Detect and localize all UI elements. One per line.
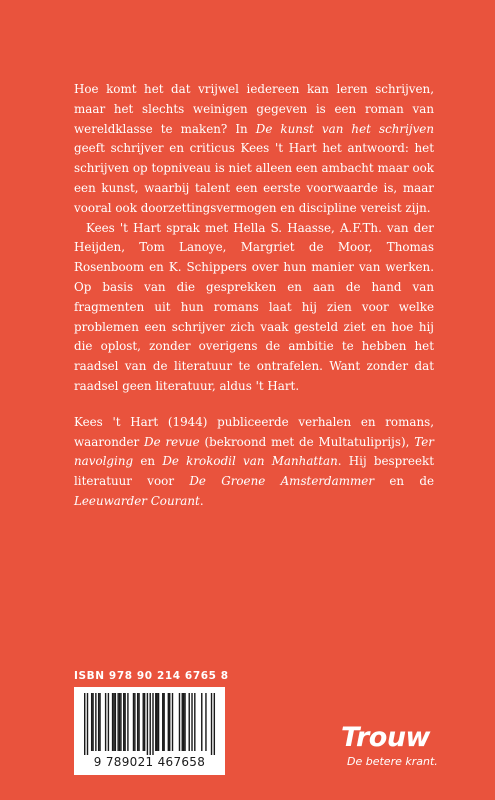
- barcode-bar: [147, 693, 148, 755]
- barcode-bar: [163, 693, 164, 751]
- isbn-label: ISBN 978 90 214 6765 8: [74, 670, 229, 682]
- barcode-bar: [168, 693, 169, 751]
- blurb-paragraph-interviews: Kees 't Hart sprak met Hella S. Haasse, A.F.Th. van der Heijden, Tom Lanoye, Margriet de Moor, Thomas Rosenboom en K. Schippers over hun manier van werken. Op basis van die gesprekken en aan de hand van fragmenten uit hun romans laat hij zien voor welke problemen een schrijver zich vaak gesteld ziet en hoe hij die oplost, zonder overigens de ambitie te hebben het raadsel van de literatuur te ontrafelen. Want zonder dat raadsel geen literatuur, aldus 't Hart.: [74, 220, 434, 393]
- bio-text: (bekroond met de Multatuliprijs),: [199, 434, 415, 449]
- barcode-bar: [184, 693, 185, 751]
- blurb-text: geeft schrijver en criticus Kees 't Hart het antwoord: het schrijven op topniveau is niet alleen een ambacht maar ook een kunst, waarbij talent een eerste voorwaarde is, maar vooral ook doorzettingsvermogen en discipline vereist zijn.: [74, 141, 434, 215]
- work-title: De revue: [144, 434, 200, 449]
- barcode-bar: [144, 693, 145, 751]
- barcode-bar: [91, 693, 92, 751]
- barcode-bar: [115, 693, 116, 751]
- barcode-bar: [172, 693, 173, 751]
- barcode-bar: [119, 693, 120, 751]
- logo-wordmark: Trouw: [341, 722, 430, 753]
- blurb-text: Hoe komt het dat vrijwel iedereen kan leren schrijven, maar het slechts weinigen gegeven is een roman van wereldklasse te maken? In: [74, 82, 434, 136]
- work-title: Ter navolging: [74, 434, 434, 469]
- barcode-bar: [134, 693, 135, 751]
- barcode-bar: [201, 693, 202, 751]
- barcode-digits: 9 789021 467658: [93, 755, 206, 769]
- barcode-bar: [113, 693, 114, 751]
- barcode-bar: [117, 693, 118, 751]
- barcode-bar: [205, 693, 206, 751]
- barcode-bar: [112, 693, 113, 751]
- barcode-bar: [183, 693, 184, 751]
- barcode-bar: [158, 693, 159, 751]
- barcode-bar: [179, 693, 180, 751]
- bio-text: en: [133, 454, 163, 469]
- back-cover-blurb: [74, 80, 434, 512]
- barcode-bar: [169, 693, 170, 751]
- barcode-bar: [98, 693, 99, 751]
- work-title: De krokodil van Manhattan: [162, 454, 338, 469]
- barcode-bar: [105, 693, 106, 751]
- book-title: De kunst van het schrijven: [255, 121, 434, 136]
- barcode-bar: [191, 693, 192, 751]
- barcode-bar: [123, 693, 124, 751]
- logo-tagline: De betere krant.: [347, 755, 438, 768]
- barcode-bar: [137, 693, 138, 751]
- barcode-bar: [189, 693, 190, 751]
- barcode: [74, 687, 225, 775]
- barcode-bar: [194, 693, 195, 751]
- barcode-bar: [155, 693, 156, 751]
- bio-text: Kees 't Hart (1944) publiceerde verhalen en romans, waaronder: [74, 414, 434, 449]
- barcode-bar: [162, 693, 163, 751]
- publication-title: Leeuwarder Courant: [74, 493, 200, 508]
- barcode-bar: [156, 693, 157, 751]
- bio-text: .: [199, 493, 204, 508]
- barcode-bar: [138, 693, 139, 751]
- barcode-bar: [133, 693, 134, 751]
- bio-text: en de: [374, 474, 434, 489]
- barcode-bar: [108, 693, 109, 751]
- publication-title: De Groene Amsterdammer: [189, 474, 375, 489]
- barcode-bar: [84, 693, 85, 755]
- barcode-bar: [124, 693, 125, 751]
- author-bio: [74, 413, 434, 512]
- bio-text: . Hij bespreekt literatuur voor: [74, 454, 434, 489]
- barcode-bar: [143, 693, 144, 751]
- barcode-bar: [87, 693, 88, 755]
- barcode-bar: [127, 693, 128, 751]
- barcode-bar: [92, 693, 93, 751]
- barcode-bar: [182, 693, 183, 751]
- barcode-bar: [152, 693, 153, 755]
- barcode-bar: [99, 693, 100, 751]
- barcode-bar: [150, 693, 151, 755]
- barcode-bar: [214, 693, 215, 755]
- trouw-logo: [341, 722, 451, 772]
- barcode-bar: [211, 693, 212, 755]
- barcode-bar: [95, 693, 96, 751]
- blurb-paragraph-intro: [74, 80, 434, 219]
- barcode-bar: [120, 693, 121, 751]
